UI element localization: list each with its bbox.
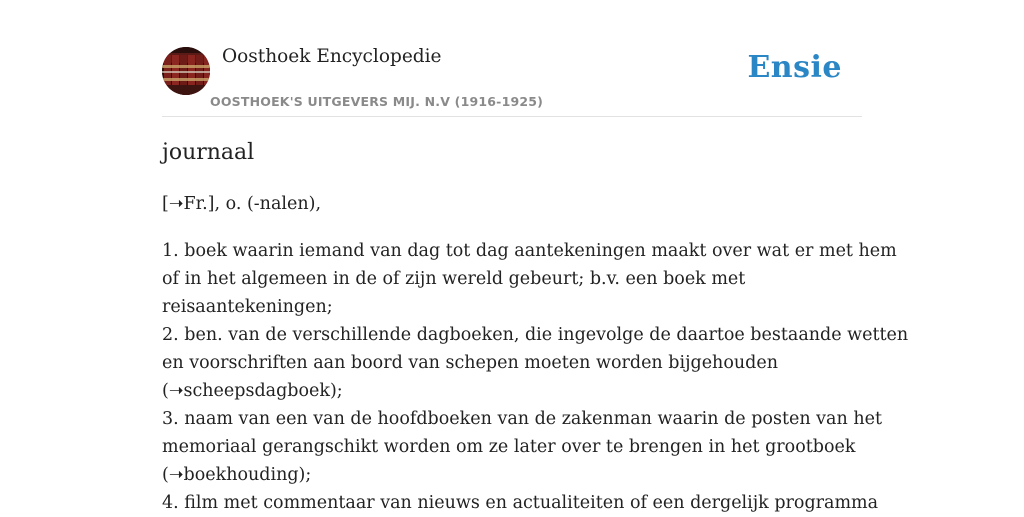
- entry-title: journaal: [162, 140, 255, 165]
- definition-line: reisaantekeningen;: [162, 297, 333, 317]
- ensie-logo[interactable]: Ensie: [747, 50, 842, 85]
- definition-line: 2. ben. van de verschillende dagboeken, die ingevolge de daartoe bestaande wetten: [162, 325, 909, 345]
- encyclopedia-name[interactable]: Oosthoek Encyclopedie: [222, 46, 442, 67]
- publisher-label: OOSTHOEK'S UITGEVERS MIJ. N.V (1916-1925): [210, 94, 544, 109]
- definition-line: 3. naam van een van de hoofdboeken van de zakenman waarin de posten van het: [162, 409, 882, 429]
- entry-content: [162, 190, 909, 517]
- definition-line: 4. film met commentaar van nieuws en actualiteiten of een dergelijk programma: [162, 493, 879, 513]
- definition-line: en voorschriften aan boord van schepen moeten worden bijgehouden: [162, 353, 778, 373]
- definition-line: of in het algemeen in de of zijn wereld gebeurt; b.v. een boek met: [162, 269, 746, 289]
- entry-etymology: [➝Fr.], o. (-nalen),: [162, 194, 322, 214]
- definition-line: (➝scheepsdagboek);: [162, 381, 343, 401]
- definition-line: (➝boekhouding);: [162, 465, 312, 485]
- header: [162, 44, 862, 117]
- definition-line: 1. boek waarin iemand van dag tot dag aantekeningen maakt over wat er met hem: [162, 241, 897, 261]
- encyclopedia-books-icon[interactable]: [162, 47, 210, 95]
- definition-line: memoriaal gerangschikt worden om ze later over te brengen in het grootboek: [162, 437, 856, 457]
